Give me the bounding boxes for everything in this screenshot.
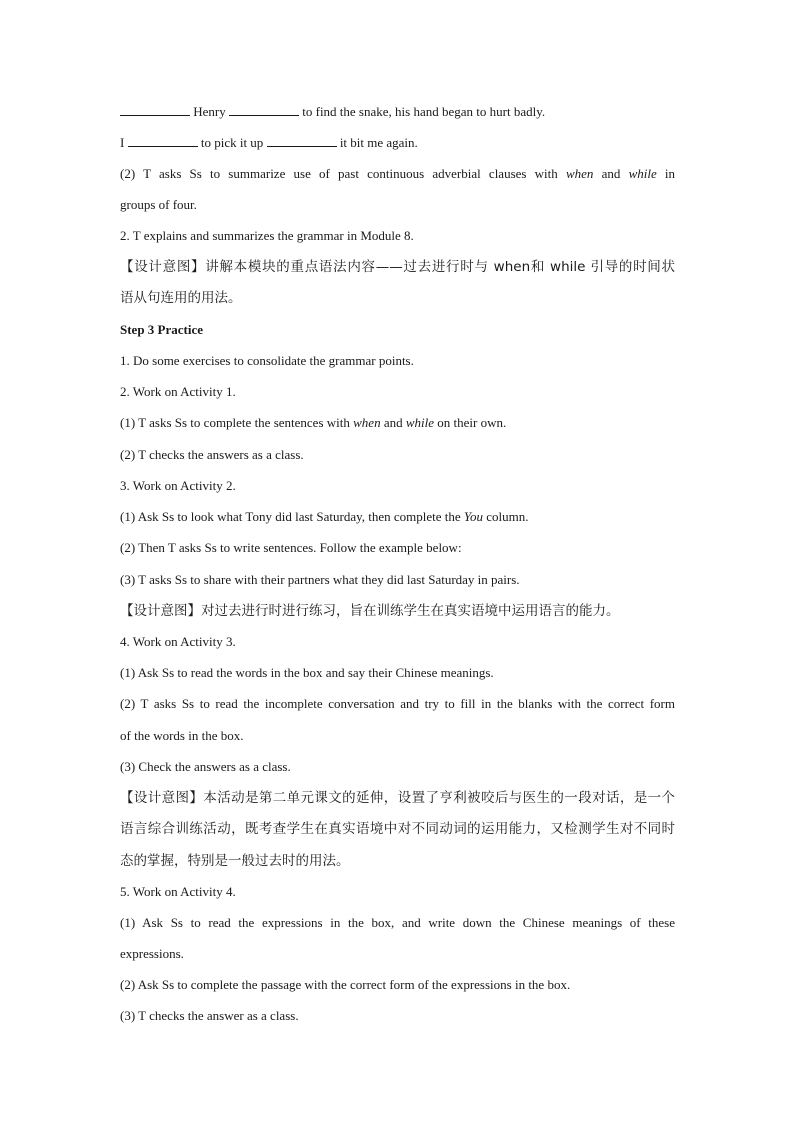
emphasis-text: when <box>565 166 594 181</box>
step3-item-5-1-cont: expressions. <box>120 946 184 961</box>
step3-heading: Step 3 Practice <box>120 322 204 337</box>
step3-item-2: 2. Work on Activity 1. <box>120 384 236 399</box>
answer-blank[interactable] <box>128 134 198 147</box>
step2-item-2: 2. T explains and summarizes the grammar in Module 8. <box>120 228 414 243</box>
emphasis-text: while <box>628 166 657 181</box>
paragraph-text: and <box>383 415 403 430</box>
answer-blank[interactable] <box>229 103 299 116</box>
blank-word: I <box>120 135 125 150</box>
design-intent-3-line-2: 语言综合训练活动，既考查学生在真实语境中对不同动词的运用能力，又检测学生对不同时 <box>120 821 675 837</box>
paragraph-text: (1) Ask Ss to look what Tony did last Saturday, then complete the <box>120 509 461 524</box>
step3-item-4: 4. Work on Activity 3. <box>120 634 236 649</box>
fill-blank-sentence-1 <box>120 103 675 121</box>
paragraph-text: (2) T asks Ss to summarize use of past continuous adverbial clauses with <box>120 166 558 181</box>
emphasis-text: You <box>463 509 483 524</box>
design-intent-3-line-3: 态的掌握，特别是一般过去时的用法。 <box>120 853 350 869</box>
step3-item-5: 5. Work on Activity 4. <box>120 884 236 899</box>
paragraph-text: and <box>601 166 621 181</box>
design-intent-2: 【设计意图】对过去进行时进行练习，旨在训练学生在真实语境中运用语言的能力。 <box>120 603 620 619</box>
blank-sentence-text: to find the snake, his hand began to hurt badly. <box>302 104 546 119</box>
paragraph-text: column. <box>486 509 529 524</box>
emphasis-text: when <box>353 415 381 430</box>
paragraph-text: on their own. <box>437 415 507 430</box>
step3-item-5-3: (3) T checks the answer as a class. <box>120 1008 299 1023</box>
blank-sentence-text: it bit me again. <box>339 135 418 150</box>
step3-item-5-2: (2) Ask Ss to complete the passage with the correct form of the expressions in the box. <box>120 977 571 992</box>
design-intent-3-line-1: 【设计意图】本活动是第二单元课文的延伸，设置了亨利被咬后与医生的一段对话，是一个 <box>120 790 675 806</box>
step3-item-4-2: (2) T asks Ss to read the incomplete conversation and try to fill in the blanks with the correct form <box>120 696 675 711</box>
blank-word: to pick it up <box>200 135 264 150</box>
answer-blank[interactable] <box>267 134 337 147</box>
step3-item-4-3: (3) Check the answers as a class. <box>120 759 291 774</box>
paragraph-text: (1) T asks Ss to complete the sentences with <box>120 415 350 430</box>
step3-item-1: 1. Do some exercises to consolidate the grammar points. <box>120 353 414 368</box>
blank-word: Henry <box>193 104 226 119</box>
step3-item-4-2-cont: of the words in the box. <box>120 728 244 743</box>
document-page <box>120 0 675 1123</box>
design-intent-1-line-2: 语从句连用的用法。 <box>120 290 242 306</box>
design-intent-1-line-1: 【设计意图】讲解本模块的重点语法内容——过去进行时与 when和 while 引导的时间状 <box>120 259 675 275</box>
step3-item-5-1: (1) Ask Ss to read the expressions in the box, and write down the Chinese meanings of these <box>120 915 675 930</box>
step3-item-4-1: (1) Ask Ss to read the words in the box and say their Chinese meanings. <box>120 665 494 680</box>
step2-item-1-2 <box>120 165 675 183</box>
step3-item-2-1 <box>120 414 675 432</box>
step3-item-3-3: (3) T asks Ss to share with their partners what they did last Saturday in pairs. <box>120 572 520 587</box>
step3-item-2-2: (2) T checks the answers as a class. <box>120 447 304 462</box>
step3-item-3-1 <box>120 508 675 526</box>
answer-blank[interactable] <box>120 103 190 116</box>
paragraph-text: in <box>664 166 676 181</box>
step2-item-1-2-cont: groups of four. <box>120 197 197 212</box>
step3-item-3: 3. Work on Activity 2. <box>120 478 236 493</box>
step3-item-3-2: (2) Then T asks Ss to write sentences. Follow the example below: <box>120 540 462 555</box>
fill-blank-sentence-2 <box>120 134 675 152</box>
emphasis-text: while <box>405 415 435 430</box>
